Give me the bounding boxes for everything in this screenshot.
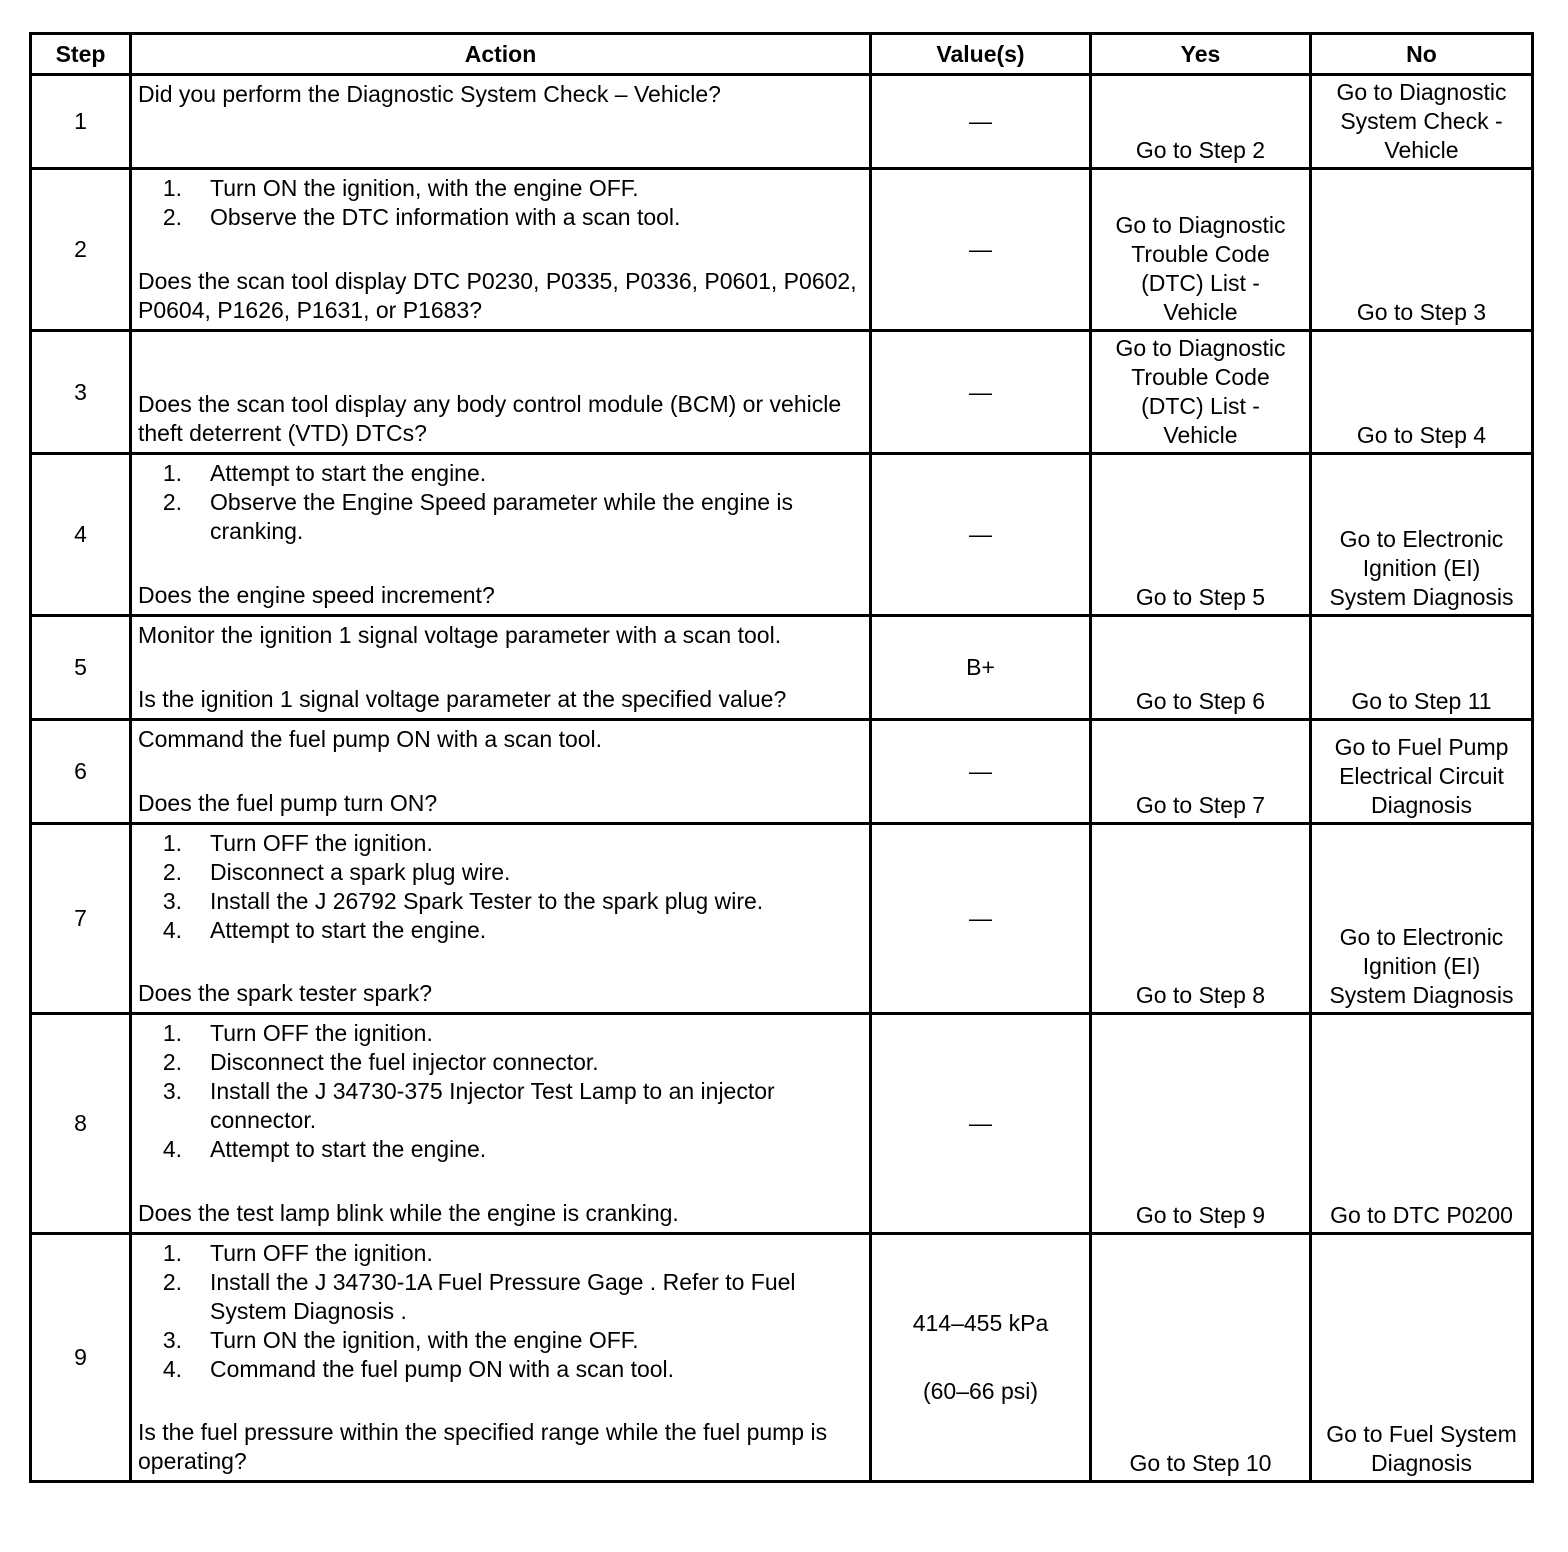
step-number: 7 (31, 824, 131, 1014)
yes-outcome-line: Vehicle (1163, 422, 1238, 448)
header-step: Step (31, 34, 131, 75)
action-step-text: Install the J 34730-1A Fuel Pressure Gage . Refer to Fuel System Diagnosis . (210, 1269, 796, 1324)
no-outcome-line: System Diagnosis (1329, 982, 1514, 1008)
action-step-number: 4. (162, 1136, 182, 1162)
diagnostic-table (29, 32, 1534, 1483)
action-lead-text: Monitor the ignition 1 signal voltage parameter with a scan tool. (138, 622, 782, 648)
action-cell (131, 454, 871, 616)
action-cell (131, 616, 871, 720)
action-step-text: Turn OFF the ignition. (210, 1240, 433, 1266)
action-question: Is the ignition 1 signal voltage parameter at the specified value? (138, 686, 787, 712)
action-steps-list (138, 1019, 863, 1164)
yes-cell (1091, 331, 1311, 454)
action-lead-text: Did you perform the Diagnostic System Check – Vehicle? (138, 81, 721, 107)
action-step-text: Observe the Engine Speed parameter while the engine is cranking. (210, 489, 794, 544)
action-steps-list (138, 459, 863, 546)
no-outcome-line: Go to Fuel System (1326, 1421, 1517, 1447)
action-step-number: 4. (162, 1356, 182, 1382)
action-content (132, 455, 869, 614)
no-cell (1311, 720, 1533, 824)
action-step-text: Turn ON the ignition, with the engine OFF. (210, 1327, 639, 1353)
no-outcome-text (1312, 525, 1531, 614)
yes-outcome-text (1092, 211, 1309, 329)
action-content (132, 617, 869, 718)
no-outcome-text: Go to DTC P0200 (1330, 1202, 1513, 1228)
action-step-item (138, 1135, 863, 1164)
step-number: 2 (31, 169, 131, 331)
step-number: 1 (31, 75, 131, 169)
action-step-number: 2. (162, 859, 182, 885)
action-cell (131, 1014, 871, 1234)
action-step-item (138, 1355, 863, 1384)
yes-outcome-line: (DTC) List - (1141, 270, 1260, 296)
no-outcome-line: Go to Fuel Pump (1334, 734, 1509, 760)
no-outcome-line: Ignition (EI) (1362, 555, 1481, 581)
yes-outcome-text: Go to Step 10 (1129, 1450, 1272, 1476)
no-outcome-line: Go to Diagnostic (1336, 79, 1507, 105)
yes-cell (1091, 169, 1311, 331)
action-step-number: 2. (162, 1049, 182, 1075)
action-steps-list (138, 174, 863, 232)
action-step-item (138, 1268, 863, 1326)
value-cell: — (871, 454, 1091, 616)
action-step-text: Turn OFF the ignition. (210, 1020, 433, 1046)
action-step-number: 2. (162, 1269, 182, 1295)
action-step-text: Disconnect a spark plug wire. (210, 859, 511, 885)
header-row (31, 34, 1533, 75)
header-no: No (1311, 34, 1533, 75)
yes-outcome-text: Go to Step 2 (1135, 137, 1266, 163)
action-content (132, 1015, 869, 1232)
action-cell (131, 824, 871, 1014)
no-outcome-line: Diagnosis (1371, 1450, 1472, 1476)
value-lines (872, 1309, 1089, 1406)
action-step-number: 1. (162, 175, 182, 201)
table-row (31, 1234, 1533, 1482)
yes-cell (1091, 616, 1311, 720)
action-question: Does the scan tool display any body control module (BCM) or vehicle theft deterrent (VTD) DTCs? (138, 391, 842, 446)
action-step-item (138, 1077, 863, 1135)
no-outcome-line: Diagnosis (1371, 792, 1472, 818)
step-number: 4 (31, 454, 131, 616)
action-step-item (138, 887, 863, 916)
action-step-number: 1. (162, 1020, 182, 1046)
action-step-text: Attempt to start the engine. (210, 917, 487, 943)
value-cell: — (871, 1014, 1091, 1234)
step-number: 6 (31, 720, 131, 824)
no-outcome-text (1312, 78, 1531, 167)
action-step-item (138, 1048, 863, 1077)
action-step-number: 1. (162, 1240, 182, 1266)
yes-outcome-text: Go to Step 9 (1135, 1202, 1266, 1228)
action-step-item (138, 488, 863, 546)
step-number: 8 (31, 1014, 131, 1234)
action-step-text: Disconnect the fuel injector connector. (210, 1049, 599, 1075)
yes-cell (1091, 75, 1311, 169)
action-step-number: 2. (162, 204, 182, 230)
value-cell: — (871, 824, 1091, 1014)
action-step-text: Attempt to start the engine. (210, 460, 487, 486)
action-content (132, 76, 869, 167)
header-yes: Yes (1091, 34, 1311, 75)
action-question: Does the spark tester spark? (138, 980, 433, 1006)
yes-outcome-line: Go to Diagnostic (1115, 335, 1286, 361)
action-cell (131, 169, 871, 331)
action-step-text: Command the fuel pump ON with a scan tool. (210, 1356, 675, 1382)
action-step-number: 3. (162, 888, 182, 914)
table-row (31, 616, 1533, 720)
no-outcome-text (1312, 923, 1531, 1012)
value-line: (60–66 psi) (922, 1378, 1039, 1404)
action-step-number: 3. (162, 1327, 182, 1353)
action-content (132, 1235, 869, 1480)
action-question: Is the fuel pressure within the specified range while the fuel pump is operating? (138, 1419, 828, 1474)
action-step-item (138, 459, 863, 488)
action-cell (131, 1234, 871, 1482)
action-cell (131, 331, 871, 454)
yes-cell (1091, 1014, 1311, 1234)
yes-outcome-line: Trouble Code (1131, 364, 1270, 390)
no-outcome-line: System Diagnosis (1329, 584, 1514, 610)
no-cell (1311, 1014, 1533, 1234)
header-values: Value(s) (871, 34, 1091, 75)
yes-outcome-line: Vehicle (1163, 299, 1238, 325)
step-number: 9 (31, 1234, 131, 1482)
no-outcome-text (1312, 1420, 1531, 1480)
no-outcome-text: Go to Step 4 (1356, 422, 1487, 448)
table-row (31, 824, 1533, 1014)
action-content (132, 825, 869, 1012)
action-question: Does the engine speed increment? (138, 582, 495, 608)
no-cell (1311, 454, 1533, 616)
action-step-text: Turn ON the ignition, with the engine OFF. (210, 175, 639, 201)
step-number: 5 (31, 616, 131, 720)
yes-outcome-text: Go to Step 6 (1135, 688, 1266, 714)
value-cell: — (871, 720, 1091, 824)
action-question: Does the test lamp blink while the engine is cranking. (138, 1200, 679, 1226)
no-cell (1311, 616, 1533, 720)
header-action: Action (131, 34, 871, 75)
yes-outcome-line: Trouble Code (1131, 241, 1270, 267)
value-cell: — (871, 75, 1091, 169)
yes-cell (1091, 824, 1311, 1014)
action-cell (131, 720, 871, 824)
action-step-item (138, 1019, 863, 1048)
value-cell (871, 1234, 1091, 1482)
action-step-item (138, 858, 863, 887)
no-outcome-line: Ignition (EI) (1362, 953, 1481, 979)
action-step-text: Attempt to start the engine. (210, 1136, 487, 1162)
no-cell (1311, 169, 1533, 331)
action-question: Does the scan tool display DTC P0230, P0335, P0336, P0601, P0602, P0604, P1626, P1631, or P1683? (138, 268, 857, 323)
no-cell (1311, 331, 1533, 454)
no-outcome-text (1312, 733, 1531, 822)
action-step-number: 4. (162, 917, 182, 943)
action-step-item (138, 1239, 863, 1268)
action-step-number: 3. (162, 1078, 182, 1104)
yes-outcome-text: Go to Step 7 (1135, 792, 1266, 818)
action-steps-list (138, 829, 863, 945)
yes-cell (1091, 454, 1311, 616)
table-row (31, 454, 1533, 616)
step-number: 3 (31, 331, 131, 454)
action-step-text: Turn OFF the ignition. (210, 830, 433, 856)
action-content (132, 170, 869, 329)
no-outcome-text: Go to Step 11 (1351, 688, 1492, 714)
action-step-number: 2. (162, 489, 182, 515)
action-step-item (138, 174, 863, 203)
no-outcome-line: Go to Electronic (1339, 526, 1504, 552)
action-question: Does the fuel pump turn ON? (138, 790, 438, 816)
no-outcome-line: Vehicle (1384, 137, 1459, 163)
table-row (31, 331, 1533, 454)
yes-outcome-text: Go to Step 8 (1135, 982, 1266, 1008)
no-outcome-line: System Check - (1340, 108, 1503, 134)
table-body (31, 75, 1533, 1482)
yes-cell (1091, 720, 1311, 824)
no-outcome-line: Electrical Circuit (1339, 763, 1504, 789)
action-step-item (138, 829, 863, 858)
value-cell: — (871, 331, 1091, 454)
yes-outcome-text: Go to Step 5 (1135, 584, 1266, 610)
action-cell (131, 75, 871, 169)
table-row (31, 169, 1533, 331)
no-cell (1311, 824, 1533, 1014)
yes-outcome-text (1092, 334, 1309, 452)
no-cell (1311, 1234, 1533, 1482)
table-row (31, 75, 1533, 169)
action-step-text: Install the J 26792 Spark Tester to the spark plug wire. (210, 888, 764, 914)
action-step-number: 1. (162, 460, 182, 486)
action-step-item (138, 1326, 863, 1355)
action-steps-list (138, 1239, 863, 1384)
action-lead-text: Command the fuel pump ON with a scan tool. (138, 726, 603, 752)
action-step-item (138, 203, 863, 232)
value-line: 414–455 kPa (912, 1310, 1049, 1336)
no-outcome-text: Go to Step 3 (1356, 299, 1487, 325)
no-cell (1311, 75, 1533, 169)
action-step-text: Observe the DTC information with a scan tool. (210, 204, 681, 230)
value-cell: B+ (871, 616, 1091, 720)
action-step-text: Install the J 34730-375 Injector Test Lamp to an injector connector. (210, 1078, 775, 1133)
yes-outcome-line: Go to Diagnostic (1115, 212, 1286, 238)
action-step-number: 1. (162, 830, 182, 856)
no-outcome-line: Go to Electronic (1339, 924, 1504, 950)
action-step-item (138, 916, 863, 945)
table-row (31, 1014, 1533, 1234)
action-content (132, 721, 869, 822)
value-cell: — (871, 169, 1091, 331)
table-row (31, 720, 1533, 824)
action-content (132, 332, 869, 452)
yes-outcome-line: (DTC) List - (1141, 393, 1260, 419)
yes-cell (1091, 1234, 1311, 1482)
